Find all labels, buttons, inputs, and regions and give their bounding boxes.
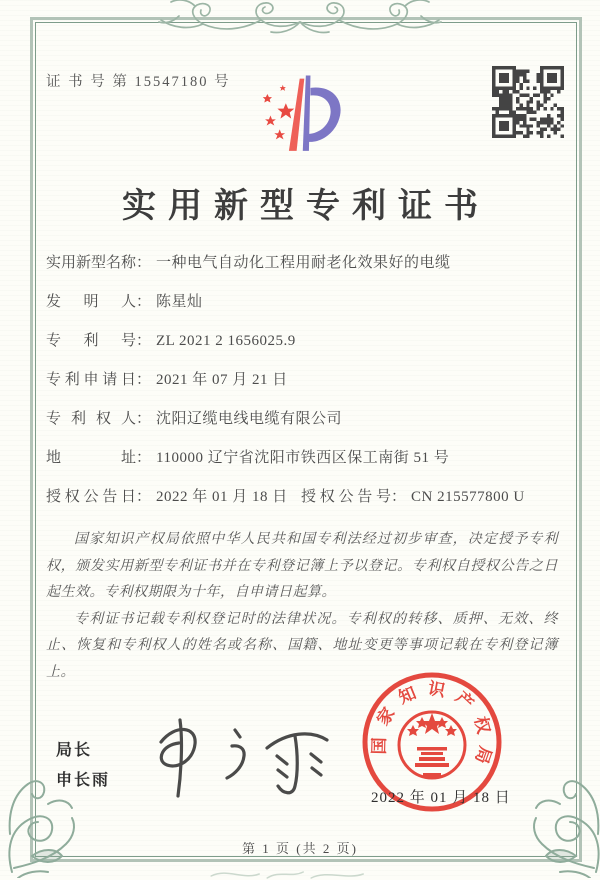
field-value: 沈阳辽缆电线电缆有限公司 [156, 411, 343, 427]
bottom-center-ornament-icon [207, 866, 367, 880]
corner-flourish-right-icon [514, 760, 600, 878]
field-patent-number: 专利号： ZL 2021 2 1656025.9 [46, 330, 566, 352]
field-inventor: 发明人： 陈星灿 [46, 291, 566, 313]
field-filing-date: 专利申请日： 2021 年 07 月 21 日 [46, 369, 566, 391]
top-scroll-ornament-icon [155, 0, 445, 38]
field-address: 地址： 110000 辽宁省沈阳市铁西区保工南街 51 号 [46, 447, 566, 469]
field-patentee: 专利权人： 沈阳辽缆电线电缆有限公司 [46, 408, 566, 430]
certificate-number: 证 书 号 第 15547180 号 [46, 74, 231, 90]
field-label: 实用新型名称 [46, 255, 137, 271]
field-label: 专利权人 [46, 411, 136, 427]
legal-paragraph-2: 专利证书记载专利权登记时的法律状况。专利权的转移、质押、无效、终止、恢复和专利权人的姓名或名称、国籍、地址变更等事项记载在专利登记簿上。 [46, 611, 558, 680]
field-label: 授权公告日 [46, 489, 136, 505]
officer-name: 申长雨 [56, 772, 111, 789]
field-label: 授权公告号 [301, 489, 391, 505]
seal-text: 国家知识产权局 [369, 678, 496, 776]
field-label: 专利号 [46, 333, 136, 349]
field-value: 一种电气自动化工程用耐老化效果好的电缆 [156, 255, 451, 271]
officer-block [56, 736, 110, 796]
page-number: 第 1 页 (共 2 页) [242, 841, 358, 856]
field-value: 2021 年 07 月 21 日 [156, 372, 288, 388]
qr-code-icon [492, 66, 564, 138]
director-signature-icon [135, 712, 345, 804]
field-label: 专利申请日 [46, 372, 136, 388]
field-value: CN 215577800 U [411, 489, 525, 505]
legal-paragraph-1: 国家知识产权局依照中华人民共和国专利法经过初步审查，决定授予专利权，颁发实用新型专利证书并在专利登记簿上予以登记。专利权自授权公告之日起生效。专利权期限为十年，自申请日起算。 [46, 532, 558, 600]
field-value: ZL 2021 2 1656025.9 [156, 333, 296, 349]
field-value: 110000 辽宁省沈阳市铁西区保工南街 51 号 [156, 450, 450, 466]
field-value: 2022 年 01 月 18 日 [156, 489, 288, 505]
certificate-title: 实用新型专利证书 [122, 188, 490, 225]
field-grant-row [46, 486, 566, 508]
field-utility-model-name: 实用新型名称： 一种电气自动化工程用耐老化效果好的电缆 [46, 252, 566, 274]
field-label: 地址 [46, 450, 136, 466]
certificate-fields [46, 252, 566, 525]
field-value: 陈星灿 [156, 294, 203, 310]
field-grant-number: 授权公告号： CN 215577800 U [301, 486, 525, 508]
field-grant-date: 授权公告日： 2022 年 01 月 18 日 [46, 486, 301, 508]
cnipa-logo-icon [252, 62, 352, 166]
legal-text [46, 527, 558, 686]
officer-title: 局长 [56, 742, 93, 759]
field-label: 发明人 [46, 294, 136, 310]
seal-date: 2022 年 01 月 18 日 [371, 790, 511, 806]
